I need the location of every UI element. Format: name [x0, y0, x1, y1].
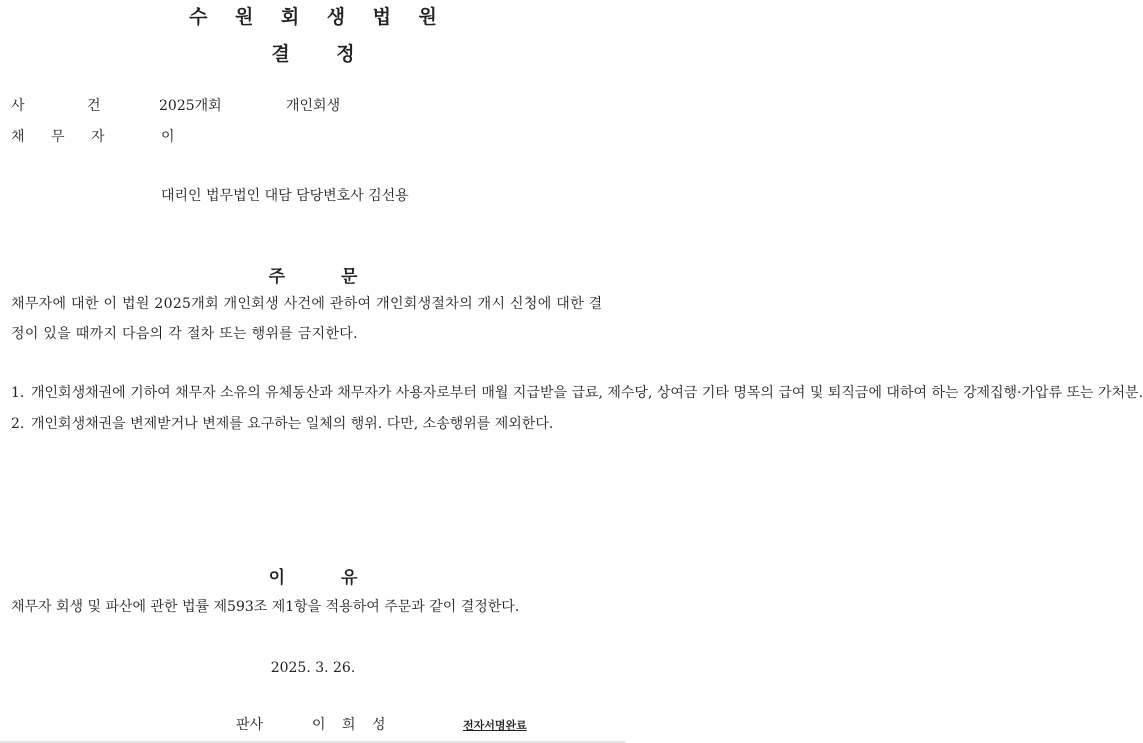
order-items-list [11, 378, 1143, 440]
judge-title: 판사 [236, 717, 264, 733]
electronic-signature-badge: 전자서명완료 [463, 719, 527, 732]
decision-date: 2025. 3. 26. [270, 660, 356, 676]
document-type-title: 결 정 [271, 43, 355, 65]
case-name: 개인회생 [286, 98, 341, 114]
representative: 대리인 법무법인 대담 담당변호사 김선용 [161, 188, 409, 204]
court-name: 수 원 회 생 법 원 [189, 6, 448, 28]
reason-text: 채무자 회생 및 파산에 관한 법률 제593조 제1항을 적용하여 주문과 같이 결정한다. [11, 599, 520, 615]
order-heading: 주 문 [268, 267, 358, 287]
case-label: 사 건 [11, 98, 101, 114]
order-item [11, 378, 1143, 409]
debtor-name: 이 [161, 129, 175, 145]
order-item-number: 1. [11, 385, 25, 401]
case-number: 2025개회 [159, 98, 222, 114]
judge-name: 이 희 성 [312, 717, 386, 733]
debtor-label: 채 무 자 [11, 129, 105, 145]
reason-heading: 이 유 [268, 568, 358, 588]
order-item-text: 개인회생채권을 변제받거나 변제를 요구하는 일체의 행위. 다만, 소송행위를 제외한다. [31, 416, 554, 432]
order-intro: 채무자에 대한 이 법원 2025개회 개인회생 사건에 관하여 개인회생절차의 개시 신청에 대한 결정이 있을 때까지 다음의 각 절차 또는 행위를 금지한다. [11, 296, 603, 342]
order-item-number: 2. [11, 416, 25, 432]
order-item [11, 409, 611, 440]
order-item-text: 개인회생채권에 기하여 채무자 소유의 유체동산과 채무자가 사용자로부터 매월 지급받을 급료, 제수당, 상여금 기타 명목의 급여 및 퇴직금에 대하여 하는 강제집행·가압류 또는 가처분. [31, 385, 1143, 401]
